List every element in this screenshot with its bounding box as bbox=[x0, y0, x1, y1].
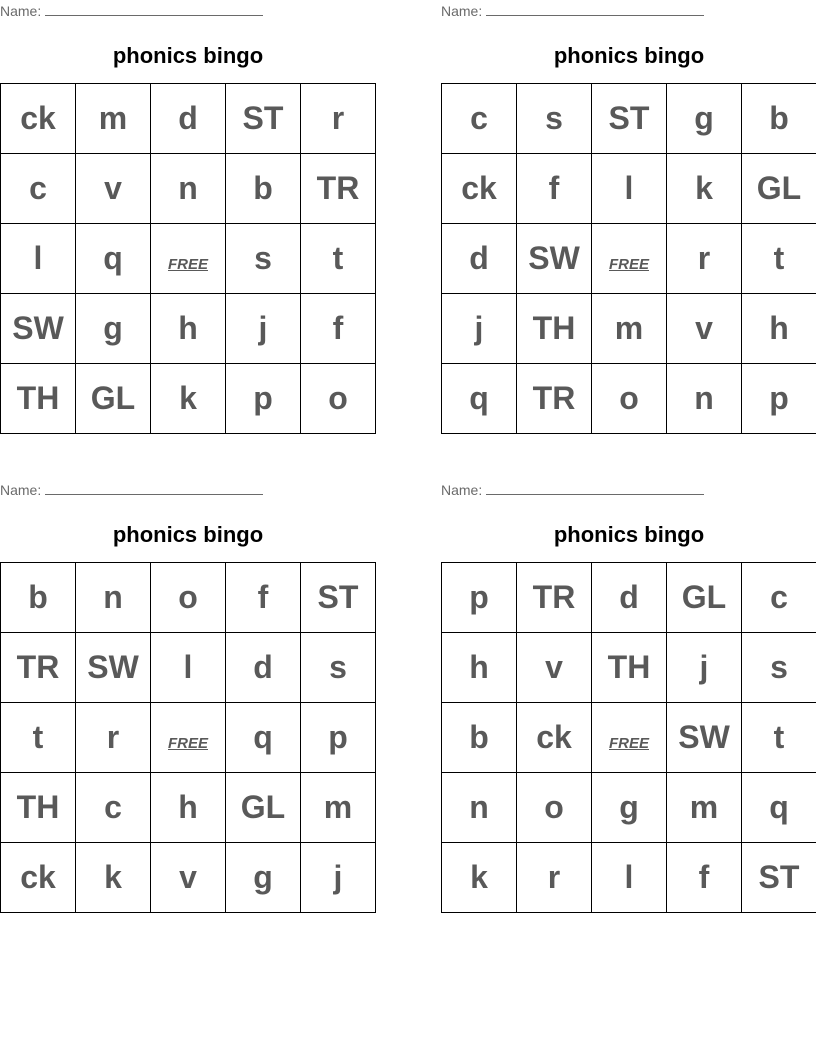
bingo-cell[interactable] bbox=[151, 703, 226, 773]
bingo-cell[interactable] bbox=[76, 364, 151, 434]
bingo-cell-label: l bbox=[624, 170, 634, 206]
bingo-cell[interactable] bbox=[442, 294, 517, 364]
bingo-cell[interactable] bbox=[301, 224, 376, 294]
bingo-cell-label: SW bbox=[12, 310, 64, 346]
bingo-cell-label: m bbox=[98, 100, 128, 136]
bingo-cell-label: GL bbox=[240, 789, 286, 825]
bingo-cell-label: l bbox=[624, 859, 634, 895]
bingo-cell-label: p bbox=[469, 579, 489, 615]
bingo-row bbox=[1, 843, 376, 913]
bingo-cell-label: r bbox=[697, 240, 711, 276]
bingo-cell-label: TR bbox=[316, 170, 360, 206]
name-blank-line[interactable] bbox=[486, 483, 704, 495]
bingo-cell-label: g bbox=[103, 310, 123, 346]
bingo-cell-label: s bbox=[254, 240, 272, 276]
bingo-cell-label: s bbox=[329, 649, 347, 685]
bingo-cell[interactable] bbox=[301, 703, 376, 773]
bingo-cell-label: r bbox=[547, 859, 561, 895]
bingo-cell-label: t bbox=[332, 240, 344, 276]
bingo-grid bbox=[441, 562, 816, 913]
bingo-cell-label: c bbox=[104, 789, 122, 825]
bingo-cell[interactable] bbox=[301, 154, 376, 224]
bingo-cell-label: c bbox=[29, 170, 47, 206]
free-space-label: FREE bbox=[608, 735, 649, 752]
bingo-cell-label: m bbox=[614, 310, 644, 346]
bingo-cell-label: q bbox=[103, 240, 123, 276]
bingo-cell[interactable] bbox=[226, 84, 301, 154]
name-field bbox=[441, 482, 704, 498]
bingo-cell[interactable] bbox=[592, 703, 667, 773]
bingo-cell[interactable] bbox=[592, 843, 667, 913]
bingo-cell[interactable] bbox=[442, 224, 517, 294]
name-label: Name: bbox=[441, 482, 483, 498]
bingo-grid bbox=[441, 83, 816, 434]
bingo-cell[interactable] bbox=[442, 154, 517, 224]
bingo-row bbox=[442, 154, 816, 224]
bingo-cell[interactable] bbox=[1, 773, 76, 843]
bingo-cell[interactable] bbox=[301, 294, 376, 364]
bingo-cell[interactable] bbox=[226, 633, 301, 703]
bingo-cell[interactable] bbox=[301, 364, 376, 434]
bingo-cell-label: c bbox=[470, 100, 488, 136]
bingo-cell-label: f bbox=[698, 859, 710, 895]
bingo-cell[interactable] bbox=[151, 224, 226, 294]
bingo-cell-label: b bbox=[769, 100, 789, 136]
bingo-cell-label: b bbox=[469, 719, 489, 755]
free-space-label: FREE bbox=[608, 256, 649, 273]
bingo-cell-label: TH bbox=[16, 789, 60, 825]
bingo-cell-label: n bbox=[178, 170, 198, 206]
bingo-cell[interactable] bbox=[226, 843, 301, 913]
bingo-cell[interactable] bbox=[1, 294, 76, 364]
bingo-cell-label: n bbox=[469, 789, 489, 825]
bingo-cell[interactable] bbox=[517, 364, 592, 434]
bingo-cell[interactable] bbox=[1, 843, 76, 913]
bingo-cell-label: t bbox=[32, 719, 44, 755]
bingo-cell-label: h bbox=[178, 310, 198, 346]
bingo-cell-label: r bbox=[331, 100, 345, 136]
bingo-cell[interactable] bbox=[226, 154, 301, 224]
bingo-cell[interactable] bbox=[442, 84, 517, 154]
bingo-cell[interactable] bbox=[301, 773, 376, 843]
bingo-cell[interactable] bbox=[592, 364, 667, 434]
bingo-row bbox=[442, 294, 816, 364]
bingo-cell-label: t bbox=[773, 719, 785, 755]
bingo-cell-label: ck bbox=[20, 859, 56, 895]
bingo-cell-label: f bbox=[548, 170, 560, 206]
bingo-cell-label: ST bbox=[608, 100, 650, 136]
bingo-cell-label: ck bbox=[20, 100, 56, 136]
bingo-row bbox=[1, 154, 376, 224]
bingo-cell[interactable] bbox=[517, 563, 592, 633]
bingo-row bbox=[1, 294, 376, 364]
bingo-cell-label: k bbox=[179, 380, 197, 416]
bingo-row bbox=[442, 633, 816, 703]
bingo-cell-label: k bbox=[695, 170, 713, 206]
bingo-row bbox=[442, 703, 816, 773]
bingo-row bbox=[442, 843, 816, 913]
bingo-cell-label: c bbox=[770, 579, 788, 615]
bingo-cell[interactable] bbox=[226, 294, 301, 364]
bingo-cell[interactable] bbox=[667, 294, 742, 364]
card-title: phonics bingo bbox=[112, 522, 264, 547]
bingo-cell[interactable] bbox=[76, 703, 151, 773]
bingo-row bbox=[1, 633, 376, 703]
bingo-cell[interactable] bbox=[76, 633, 151, 703]
bingo-cell-label: j bbox=[474, 310, 484, 346]
name-label: Name: bbox=[0, 482, 42, 498]
bingo-cell-label: o bbox=[544, 789, 564, 825]
bingo-cell-label: h bbox=[178, 789, 198, 825]
bingo-cell[interactable] bbox=[442, 563, 517, 633]
bingo-row bbox=[1, 364, 376, 434]
card-title: phonics bingo bbox=[112, 43, 264, 68]
bingo-cell[interactable] bbox=[76, 773, 151, 843]
bingo-cell[interactable] bbox=[151, 294, 226, 364]
bingo-cell[interactable] bbox=[742, 84, 816, 154]
bingo-cell[interactable] bbox=[151, 84, 226, 154]
bingo-cell-label: f bbox=[257, 579, 269, 615]
bingo-cell[interactable] bbox=[226, 773, 301, 843]
bingo-cell[interactable] bbox=[151, 364, 226, 434]
bingo-cell[interactable] bbox=[742, 224, 816, 294]
bingo-cell[interactable] bbox=[1, 84, 76, 154]
bingo-cell[interactable] bbox=[76, 843, 151, 913]
bingo-cell-label: ST bbox=[242, 100, 284, 136]
name-field bbox=[0, 482, 263, 498]
bingo-cell-label: j bbox=[258, 310, 268, 346]
bingo-cell-label: ck bbox=[536, 719, 572, 755]
bingo-cell[interactable] bbox=[667, 843, 742, 913]
bingo-cell-label: ST bbox=[317, 579, 359, 615]
bingo-cell[interactable] bbox=[517, 84, 592, 154]
bingo-cell[interactable] bbox=[592, 563, 667, 633]
bingo-cell-label: f bbox=[332, 310, 344, 346]
bingo-cell[interactable] bbox=[151, 154, 226, 224]
bingo-cell-label: q bbox=[253, 719, 273, 755]
bingo-cell[interactable] bbox=[742, 563, 816, 633]
bingo-grid bbox=[0, 83, 376, 434]
bingo-cell-label: q bbox=[469, 380, 489, 416]
bingo-cell-label: p bbox=[328, 719, 348, 755]
bingo-cell[interactable] bbox=[517, 703, 592, 773]
bingo-cell[interactable] bbox=[442, 843, 517, 913]
bingo-cell[interactable] bbox=[442, 633, 517, 703]
bingo-cell[interactable] bbox=[151, 633, 226, 703]
bingo-cell[interactable] bbox=[667, 773, 742, 843]
bingo-cell[interactable] bbox=[1, 633, 76, 703]
bingo-cell-label: v bbox=[695, 310, 713, 346]
bingo-cell-label: n bbox=[103, 579, 123, 615]
bingo-cell[interactable] bbox=[667, 84, 742, 154]
bingo-cell[interactable] bbox=[742, 773, 816, 843]
bingo-cell-label: j bbox=[333, 859, 343, 895]
bingo-cell-label: ST bbox=[758, 859, 800, 895]
bingo-cell-label: k bbox=[104, 859, 122, 895]
bingo-cell[interactable] bbox=[667, 364, 742, 434]
bingo-cell[interactable] bbox=[517, 843, 592, 913]
bingo-cell-label: m bbox=[689, 789, 719, 825]
bingo-cell-label: TH bbox=[607, 649, 651, 685]
bingo-cell-label: o bbox=[328, 380, 348, 416]
bingo-cell[interactable] bbox=[226, 224, 301, 294]
bingo-cell-label: h bbox=[769, 310, 789, 346]
bingo-cell[interactable] bbox=[517, 633, 592, 703]
bingo-row bbox=[1, 703, 376, 773]
bingo-row bbox=[1, 773, 376, 843]
bingo-cell-label: GL bbox=[681, 579, 727, 615]
bingo-cell[interactable] bbox=[1, 224, 76, 294]
free-space-label: FREE bbox=[167, 256, 208, 273]
bingo-cell[interactable] bbox=[742, 294, 816, 364]
bingo-cell-label: k bbox=[470, 859, 488, 895]
bingo-cell[interactable] bbox=[592, 84, 667, 154]
bingo-cell[interactable] bbox=[442, 364, 517, 434]
bingo-cell[interactable] bbox=[517, 154, 592, 224]
bingo-cell[interactable] bbox=[226, 364, 301, 434]
bingo-cell-label: SW bbox=[528, 240, 580, 276]
bingo-cell-label: GL bbox=[90, 380, 136, 416]
bingo-cell[interactable] bbox=[301, 633, 376, 703]
bingo-cell-label: t bbox=[773, 240, 785, 276]
bingo-cell-label: s bbox=[770, 649, 788, 685]
bingo-cell[interactable] bbox=[151, 843, 226, 913]
bingo-cell[interactable] bbox=[1, 154, 76, 224]
bingo-cell-label: TH bbox=[532, 310, 576, 346]
bingo-cell[interactable] bbox=[742, 703, 816, 773]
bingo-cell[interactable] bbox=[151, 773, 226, 843]
bingo-cell[interactable] bbox=[667, 224, 742, 294]
bingo-cell-label: o bbox=[178, 579, 198, 615]
bingo-cell-label: g bbox=[619, 789, 639, 825]
name-blank-line[interactable] bbox=[45, 483, 263, 495]
bingo-cell[interactable] bbox=[667, 563, 742, 633]
bingo-cell[interactable] bbox=[742, 843, 816, 913]
bingo-cell[interactable] bbox=[76, 154, 151, 224]
bingo-cell-label: TR bbox=[532, 579, 576, 615]
bingo-cell-label: ck bbox=[461, 170, 497, 206]
bingo-row bbox=[442, 84, 816, 154]
bingo-cell-label: h bbox=[469, 649, 489, 685]
bingo-cell-label: b bbox=[253, 170, 273, 206]
bingo-cell[interactable] bbox=[76, 84, 151, 154]
bingo-cell[interactable] bbox=[301, 84, 376, 154]
bingo-cell[interactable] bbox=[442, 773, 517, 843]
bingo-cell[interactable] bbox=[76, 563, 151, 633]
bingo-cell-label: TR bbox=[16, 649, 60, 685]
bingo-cell[interactable] bbox=[742, 633, 816, 703]
name-label: Name: bbox=[0, 3, 42, 19]
bingo-cell[interactable] bbox=[76, 294, 151, 364]
bingo-cell-label: v bbox=[179, 859, 197, 895]
bingo-cell-label: v bbox=[545, 649, 563, 685]
bingo-cell[interactable] bbox=[76, 224, 151, 294]
name-field bbox=[441, 3, 704, 19]
bingo-cell-label: SW bbox=[678, 719, 730, 755]
bingo-cell-label: n bbox=[694, 380, 714, 416]
bingo-cell-label: d bbox=[253, 649, 273, 685]
bingo-cell-label: TR bbox=[532, 380, 576, 416]
bingo-row bbox=[1, 224, 376, 294]
bingo-grid bbox=[0, 562, 376, 913]
free-space-label: FREE bbox=[167, 735, 208, 752]
bingo-cell-label: l bbox=[183, 649, 193, 685]
bingo-cell[interactable] bbox=[1, 364, 76, 434]
bingo-cell[interactable] bbox=[592, 633, 667, 703]
bingo-row bbox=[442, 773, 816, 843]
bingo-cell[interactable] bbox=[226, 703, 301, 773]
name-field bbox=[0, 3, 263, 19]
bingo-cell[interactable] bbox=[592, 294, 667, 364]
bingo-cell-label: s bbox=[545, 100, 563, 136]
bingo-cell[interactable] bbox=[301, 563, 376, 633]
name-blank-line[interactable] bbox=[45, 4, 263, 16]
bingo-cell-label: GL bbox=[756, 170, 802, 206]
bingo-cell-label: d bbox=[469, 240, 489, 276]
bingo-cell[interactable] bbox=[517, 294, 592, 364]
bingo-cell[interactable] bbox=[1, 703, 76, 773]
bingo-row bbox=[1, 84, 376, 154]
bingo-row bbox=[442, 563, 816, 633]
bingo-cell[interactable] bbox=[517, 773, 592, 843]
name-label: Name: bbox=[441, 3, 483, 19]
bingo-cell-label: j bbox=[699, 649, 709, 685]
bingo-cell[interactable] bbox=[151, 563, 226, 633]
bingo-cell[interactable] bbox=[442, 703, 517, 773]
bingo-cell-label: v bbox=[104, 170, 122, 206]
bingo-cell-label: TH bbox=[16, 380, 60, 416]
bingo-cell-label: p bbox=[769, 380, 789, 416]
bingo-row bbox=[442, 364, 816, 434]
bingo-cell-label: q bbox=[769, 789, 789, 825]
bingo-cell[interactable] bbox=[592, 154, 667, 224]
bingo-cell[interactable] bbox=[667, 633, 742, 703]
card-title: phonics bingo bbox=[553, 43, 705, 68]
bingo-cell[interactable] bbox=[301, 843, 376, 913]
bingo-row bbox=[442, 224, 816, 294]
bingo-cell-label: d bbox=[619, 579, 639, 615]
bingo-cell-label: SW bbox=[87, 649, 139, 685]
bingo-cell[interactable] bbox=[742, 154, 816, 224]
bingo-cell-label: r bbox=[106, 719, 120, 755]
bingo-cell-label: b bbox=[28, 579, 48, 615]
bingo-cell[interactable] bbox=[517, 224, 592, 294]
bingo-cell-label: m bbox=[323, 789, 353, 825]
bingo-cell-label: g bbox=[253, 859, 273, 895]
card-title: phonics bingo bbox=[553, 522, 705, 547]
bingo-cell[interactable] bbox=[742, 364, 816, 434]
bingo-row bbox=[1, 563, 376, 633]
bingo-cell[interactable] bbox=[226, 563, 301, 633]
name-blank-line[interactable] bbox=[486, 4, 704, 16]
bingo-cell-label: g bbox=[694, 100, 714, 136]
bingo-cell-label: o bbox=[619, 380, 639, 416]
bingo-cell[interactable] bbox=[592, 224, 667, 294]
bingo-cell[interactable] bbox=[592, 773, 667, 843]
bingo-cell[interactable] bbox=[667, 703, 742, 773]
bingo-cell[interactable] bbox=[667, 154, 742, 224]
bingo-cell[interactable] bbox=[1, 563, 76, 633]
bingo-cell-label: l bbox=[33, 240, 43, 276]
bingo-cell-label: p bbox=[253, 380, 273, 416]
bingo-cell-label: d bbox=[178, 100, 198, 136]
